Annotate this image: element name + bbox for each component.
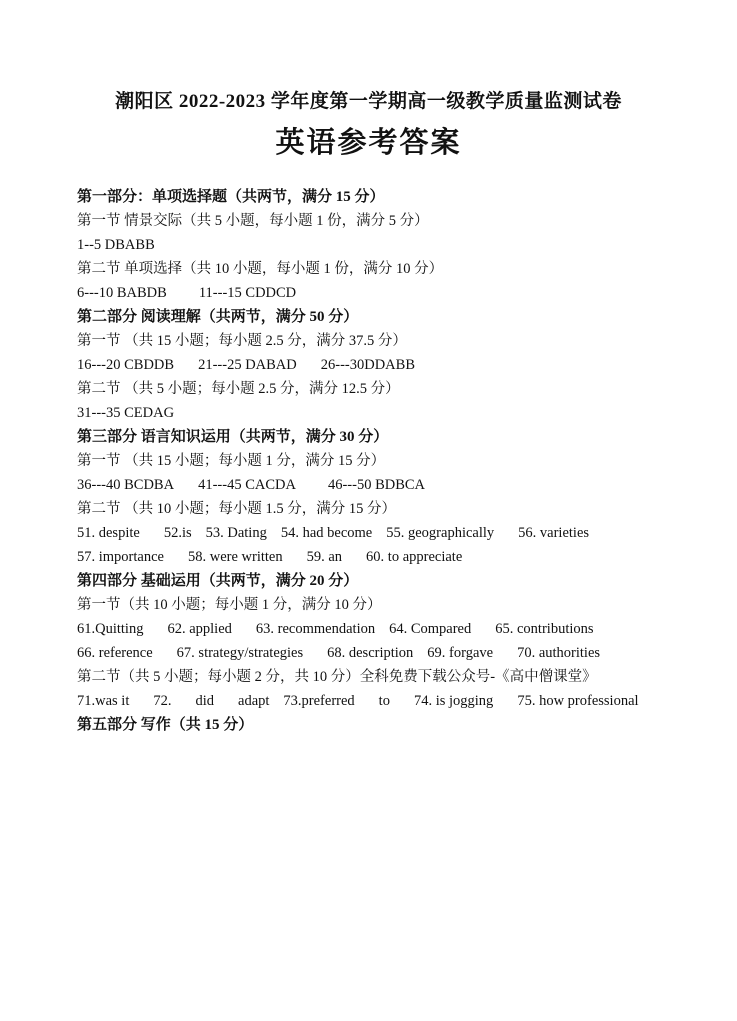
part3-sec2-row1 xyxy=(77,521,717,545)
part2-sec2-heading: 第二节 （共 5 小题；每小题 2.5 分，满分 12.5 分） xyxy=(77,381,400,397)
part3-sec2-heading: 第二节 （共 10 小题；每小题 1.5 分，满分 15 分） xyxy=(77,501,396,517)
answer-content xyxy=(77,185,717,737)
answer-item: 55. geographically xyxy=(386,525,495,541)
part2-heading: 第二部分 阅读理解（共两节，满分 50 分） xyxy=(77,309,359,325)
part1-heading: 第一部分：单项选择题（共两节，满分 15 分） xyxy=(77,189,385,205)
answer-item: 53. Dating xyxy=(205,525,267,541)
answer-item: 59. an xyxy=(306,549,343,565)
answer-item: 64. Compared xyxy=(389,621,472,637)
part4-sec1-heading: 第一节（共 10 小题；每小题 1 分，满分 10 分） xyxy=(77,597,382,613)
part5-heading: 第五部分 写作（共 15 分） xyxy=(77,717,254,733)
part2-sec1-heading: 第一节 （共 15 小题；每小题 2.5 分，满分 37.5 分） xyxy=(77,333,407,349)
answer-item: 57. importance xyxy=(77,549,164,565)
answer-item: 71.was it xyxy=(77,693,130,709)
part3-sec2-row2 xyxy=(77,545,717,569)
answer-group: 16---20 CBDDB xyxy=(77,357,175,373)
answer-item: 54. had become xyxy=(280,525,373,541)
part4-sec2-heading: 第二节（共 5 小题；每小题 2 分，共 10 分）全科免费下载公众号-《高中僧课堂》 xyxy=(77,669,597,685)
answer-group: 11---15 CDDCD xyxy=(198,285,297,301)
answer-item: 56. varieties xyxy=(518,525,590,541)
part4-sec1-row1 xyxy=(77,617,717,641)
answer-item: 75. how professional xyxy=(517,693,639,709)
answer-item: 74. is jogging xyxy=(413,693,494,709)
answer-item: 51. despite xyxy=(77,525,140,541)
answer-item: 67. strategy/strategies xyxy=(176,645,304,661)
part2-sec1-answers xyxy=(77,353,717,377)
answer-group: 6---10 BABDB xyxy=(77,285,167,301)
answer-item: 52.is xyxy=(163,525,192,541)
answer-item: 72. xyxy=(153,693,172,709)
exam-title: 潮阳区 2022-2023 学年度第一学期高一级教学质量监测试卷 xyxy=(115,91,622,112)
part1-sec1-heading: 第一节 情景交际（共 5 小题，每小题 1 份，满分 5 分） xyxy=(77,213,429,229)
answer-item: adapt xyxy=(238,693,270,709)
answer-group: 36---40 BCDBA xyxy=(77,477,175,493)
answer-item: 73.preferred xyxy=(283,693,355,709)
answer-item: did xyxy=(195,693,215,709)
answer-item: 69. forgave xyxy=(427,645,494,661)
part1-sec2-answers xyxy=(77,281,717,305)
answer-item: 68. description xyxy=(327,645,414,661)
answer-item: 70. authorities xyxy=(517,645,601,661)
part3-heading: 第三部分 语言知识运用（共两节，满分 30 分） xyxy=(77,429,389,445)
part3-sec1-answers xyxy=(77,473,717,497)
answer-group: 46---50 BDBCA xyxy=(327,477,426,493)
answer-item: 66. reference xyxy=(77,645,153,661)
part1-sec2-heading: 第二节 单项选择（共 10 小题，每小题 1 份，满分 10 分） xyxy=(77,261,444,277)
answer-item: 63. recommendation xyxy=(255,621,376,637)
answer-key-subtitle: 英语参考答案 xyxy=(275,127,462,159)
part1-sec1-answers: 1--5 DBABB xyxy=(77,237,155,253)
part4-sec2-row xyxy=(77,689,717,713)
part4-sec1-row2 xyxy=(77,641,717,665)
answer-item: to xyxy=(378,693,390,709)
answer-group: 41---45 CACDA xyxy=(198,477,296,493)
answer-item: 60. to appreciate xyxy=(366,549,463,565)
answer-group: 26---30DDABB xyxy=(320,357,415,373)
answer-item: 65. contributions xyxy=(495,621,594,637)
answer-item: 62. applied xyxy=(167,621,232,637)
answer-item: 61.Quitting xyxy=(77,621,144,637)
part4-heading: 第四部分 基础运用（共两节，满分 20 分） xyxy=(77,573,359,589)
part3-sec1-heading: 第一节 （共 15 小题；每小题 1 分，满分 15 分） xyxy=(77,453,386,469)
answer-item: 58. were written xyxy=(187,549,283,565)
answer-group: 21---25 DABAD xyxy=(198,357,297,373)
part2-sec2-answers: 31---35 CEDAG xyxy=(77,405,175,421)
